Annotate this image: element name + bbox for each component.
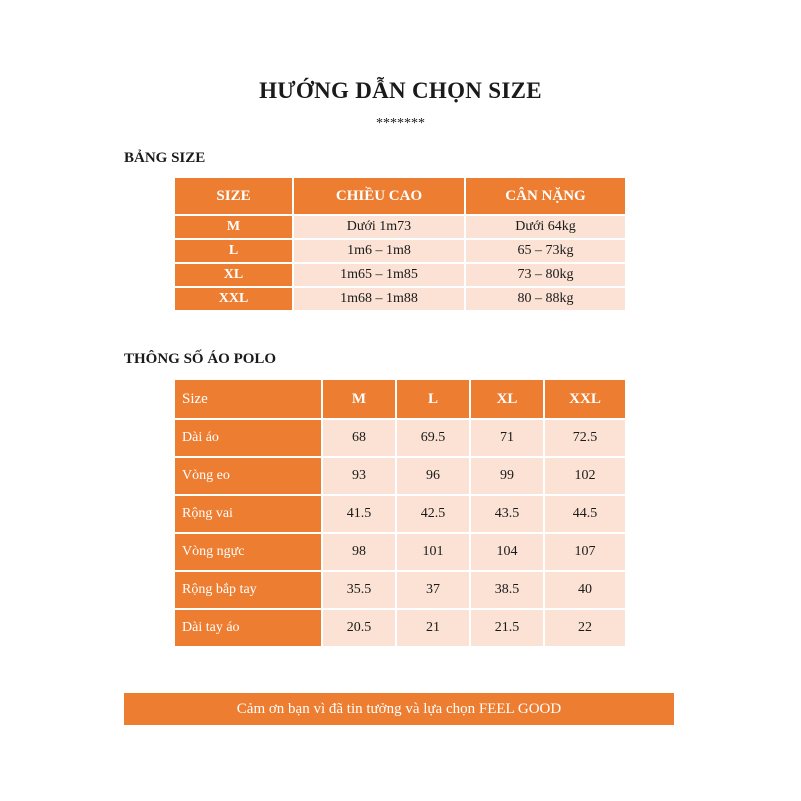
size-header-weight: CÂN NẶNG bbox=[466, 178, 625, 216]
measurement-value: 43.5 bbox=[471, 496, 545, 534]
size-cell: M bbox=[175, 216, 294, 240]
size-table-header-row bbox=[175, 178, 625, 216]
measurement-label: Rộng vai bbox=[175, 496, 323, 534]
weight-cell: 73 – 80kg bbox=[466, 264, 625, 288]
height-cell: 1m6 – 1m8 bbox=[294, 240, 466, 264]
polo-header-xxl: XXL bbox=[545, 380, 625, 420]
title-divider-stars: ******* bbox=[376, 116, 425, 131]
height-cell: 1m65 – 1m85 bbox=[294, 264, 466, 288]
measurement-value: 104 bbox=[471, 534, 545, 572]
polo-table-header-row bbox=[175, 380, 625, 420]
measurement-value: 38.5 bbox=[471, 572, 545, 610]
height-cell: 1m68 – 1m88 bbox=[294, 288, 466, 312]
measurement-value: 40 bbox=[545, 572, 625, 610]
size-cell: XXL bbox=[175, 288, 294, 312]
thank-you-banner bbox=[124, 693, 674, 725]
measurement-value: 69.5 bbox=[397, 420, 471, 458]
measurement-label: Rộng bắp tay bbox=[175, 572, 323, 610]
measurement-label: Vòng eo bbox=[175, 458, 323, 496]
measurement-value: 68 bbox=[323, 420, 397, 458]
polo-measurements-table bbox=[175, 380, 625, 648]
measurement-value: 21.5 bbox=[471, 610, 545, 648]
size-cell: L bbox=[175, 240, 294, 264]
weight-cell: Dưới 64kg bbox=[466, 216, 625, 240]
measurement-value: 37 bbox=[397, 572, 471, 610]
weight-cell: 80 – 88kg bbox=[466, 288, 625, 312]
polo-header-xl: XL bbox=[471, 380, 545, 420]
measurement-value: 72.5 bbox=[545, 420, 625, 458]
measurement-value: 96 bbox=[397, 458, 471, 496]
measurement-value: 21 bbox=[397, 610, 471, 648]
polo-header-m: M bbox=[323, 380, 397, 420]
measurement-value: 44.5 bbox=[545, 496, 625, 534]
size-header-size: SIZE bbox=[175, 178, 294, 216]
table-row bbox=[175, 534, 625, 572]
weight-cell: 65 – 73kg bbox=[466, 240, 625, 264]
size-table-heading: BẢNG SIZE bbox=[124, 150, 206, 166]
size-header-height: CHIỀU CAO bbox=[294, 178, 466, 216]
page-title: HƯỚNG DẪN CHỌN SIZE bbox=[259, 78, 542, 103]
measurement-value: 101 bbox=[397, 534, 471, 572]
measurement-value: 98 bbox=[323, 534, 397, 572]
size-table bbox=[175, 178, 625, 312]
table-row bbox=[175, 216, 625, 240]
measurement-value: 41.5 bbox=[323, 496, 397, 534]
measurement-value: 107 bbox=[545, 534, 625, 572]
thank-you-text: Cảm ơn bạn vì đã tin tưởng và lựa chọn FEEL GOOD bbox=[236, 700, 562, 717]
table-row bbox=[175, 288, 625, 312]
polo-header-l: L bbox=[397, 380, 471, 420]
height-cell: Dưới 1m73 bbox=[294, 216, 466, 240]
measurement-label: Dài áo bbox=[175, 420, 323, 458]
table-row bbox=[175, 264, 625, 288]
table-row bbox=[175, 496, 625, 534]
measurement-value: 35.5 bbox=[323, 572, 397, 610]
measurement-value: 93 bbox=[323, 458, 397, 496]
measurement-value: 22 bbox=[545, 610, 625, 648]
polo-table-heading: THÔNG SỐ ÁO POLO bbox=[124, 351, 277, 367]
measurement-value: 99 bbox=[471, 458, 545, 496]
measurement-value: 42.5 bbox=[397, 496, 471, 534]
measurement-label: Dài tay áo bbox=[175, 610, 323, 648]
measurement-label: Vòng ngực bbox=[175, 534, 323, 572]
polo-header-size: Size bbox=[175, 380, 323, 420]
table-row bbox=[175, 572, 625, 610]
measurement-value: 102 bbox=[545, 458, 625, 496]
table-row bbox=[175, 240, 625, 264]
table-row bbox=[175, 458, 625, 496]
measurement-value: 20.5 bbox=[323, 610, 397, 648]
table-row bbox=[175, 420, 625, 458]
size-cell: XL bbox=[175, 264, 294, 288]
table-row bbox=[175, 610, 625, 648]
measurement-value: 71 bbox=[471, 420, 545, 458]
